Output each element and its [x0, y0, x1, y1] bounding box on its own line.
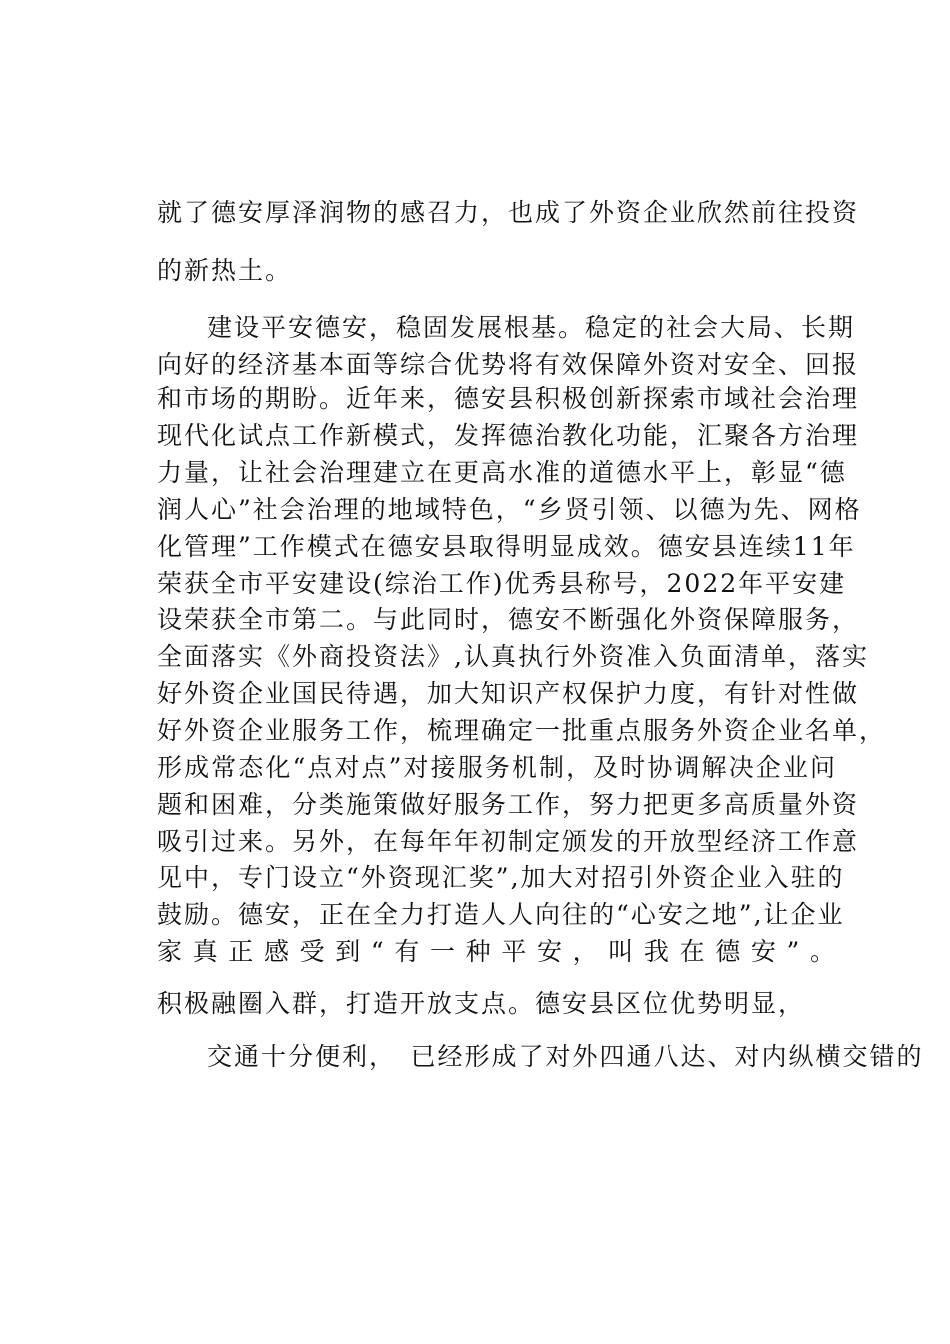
- text-line: 见中，专门设立“外资现汇奖”,加大对招引外资企业入驻的: [157, 863, 845, 892]
- text-line: 设荣获全市第二。与此同时，德安不断强化外资保障服务，: [157, 605, 860, 634]
- text-line: 好外资企业国民待遇，加大知识产权保护力度，有针对性做: [157, 679, 860, 708]
- text-line: 好外资企业服务工作，梳理确定一批重点服务外资企业名单，: [157, 716, 887, 745]
- text-line: 全面落实《外商投资法》,认真执行外资准入负面清单，落实: [157, 642, 869, 671]
- text-line: 荣获全市平安建设(综治工作)优秀县称号，2022年平安建: [157, 569, 847, 598]
- text-line: 积极融圈入群，打造开放支点。德安县区位优势明显，: [157, 989, 806, 1018]
- text-line: 现代化试点工作新模式，发挥德治教化功能，汇聚各方治理: [157, 421, 860, 450]
- text-line: 吸引过来。另外，在每年年初制定颁发的开放型经济工作意: [157, 827, 860, 856]
- text-line: 向好的经济基本面等综合优势将有效保障外资对安全、回报: [157, 350, 860, 379]
- text-line: 化管理”工作模式在德安县取得明显成效。德安县连续11年: [157, 532, 856, 561]
- text-line: 家真正感受到“有一种平安，叫我在德安”。: [157, 937, 837, 966]
- paragraph-start-line: 交通十分便利， 已经形成了对外四通八达、对内纵横交错的: [207, 1042, 924, 1071]
- text-line: 润人心”社会治理的地域特色，“乡贤引领、以德为先、网格: [157, 495, 862, 524]
- paragraph-start-line: 建设平安德安，稳固发展根基。稳定的社会大局、长期: [207, 313, 856, 342]
- text-line: 题和困难，分类施策做好服务工作，努力把更多高质量外资: [157, 790, 860, 819]
- text-line: 和市场的期盼。近年来，德安县积极创新探索市域社会治理: [157, 384, 860, 413]
- text-line: 鼓励。德安，正在全力打造人人向往的“心安之地”,让企业: [157, 900, 845, 929]
- text-line: 形成常态化“点对点”对接服务机制，及时协调解决企业问: [157, 753, 837, 782]
- text-line: 力量，让社会治理建立在更高水准的道德水平上，彰显“德: [157, 458, 847, 487]
- text-line: 的新热土。: [157, 256, 293, 285]
- text-line: 就了德安厚泽润物的感召力，也成了外资企业欣然前往投资: [157, 198, 860, 227]
